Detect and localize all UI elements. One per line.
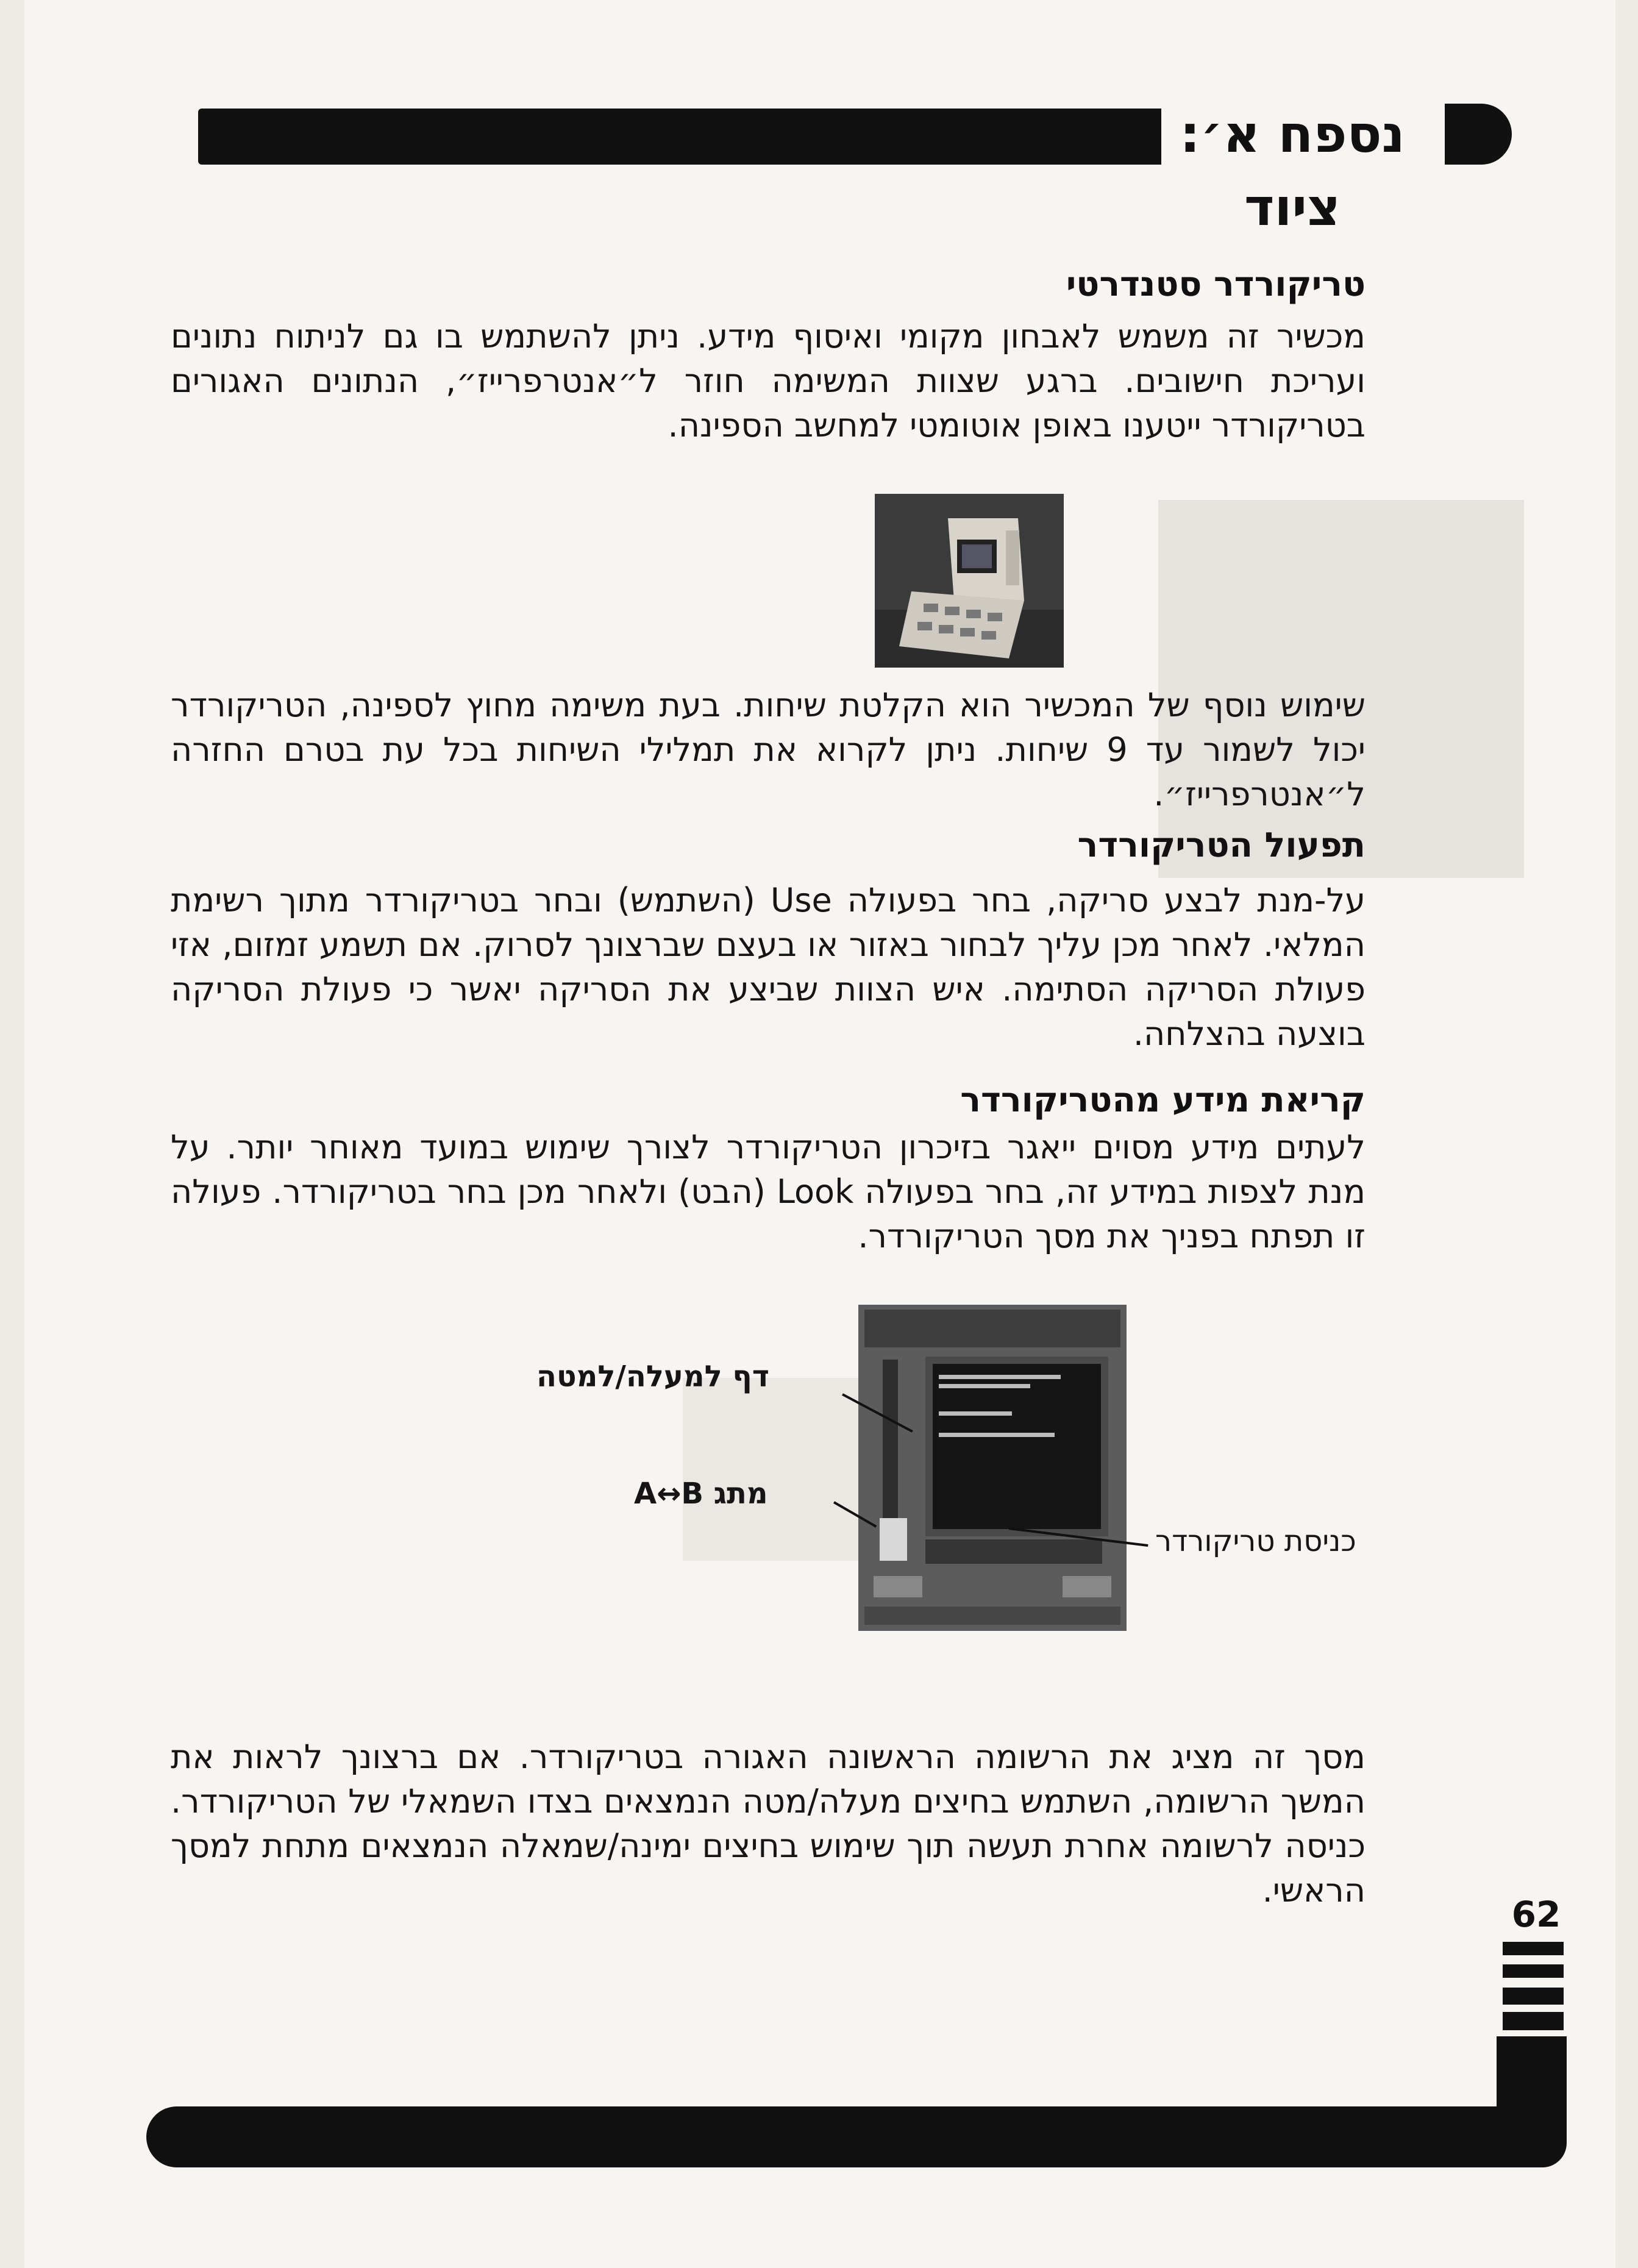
page-title: נספח א׳: ציוד (1180, 104, 1405, 237)
callout-tricorder-entry: כניסת טריקורדר (1155, 1524, 1356, 1558)
footer-stripe-1 (1503, 1942, 1564, 1955)
paragraph-tricorder-intro: מכשיר זה משמש לאבחון מקומי ואיסוף מידע. ניתן להשתמש בו גם לניתוח נתונים ועריכת חישובים. ברגע שצוות המשימה חוזר ל״אנטרפרייז״, הנתונים האגורים בטריקורדר ייטענו באופן אוטומטי למחשב הספינה. (171, 317, 1366, 444)
footer-stripe-4 (1503, 2012, 1564, 2030)
header-bar (198, 109, 1161, 165)
footer-stripe-3 (1503, 1988, 1564, 2005)
paragraph-recording: שימוש נוסף של המכשיר הוא הקלטת שיחות. בעת משימה מחוץ לספינה, הטריקורדר יכול לשמור עד 9 שיחות. ניתן לקרוא את תמלילי השיחות בכל עת בטרם החזרה ל״אנטרפרייז״. (171, 686, 1366, 813)
paragraph-operation: על-מנת לבצע סריקה, בחר בפעולה Use (השתמש) ובחר בטריקורדר מתוך רשימת המלאי. לאחר מכן עליך לבחור באזור או בעצם שברצונך לסרוק. אם תשמע זמזום, אזי פעולת הסריקה הסתימה. איש הצוות שביצע את הסריקה יאשר כי פעולת הסריקה בוצעה בהצלחה. (171, 881, 1366, 1053)
heading-reading: קריאת מידע מהטריקורדר (960, 1080, 1366, 1120)
heading-standard-tricorder: טריקורדר סטנדרטי (1066, 265, 1366, 304)
page-number: 62 (1511, 1894, 1561, 1935)
manual-page (24, 0, 1615, 2268)
tricorder-photo (875, 494, 1064, 668)
callout-switch: מתג A↔B (634, 1477, 768, 1511)
header-bar-cap (1445, 104, 1512, 165)
tricorder-screen-icon (858, 1305, 1127, 1631)
footer-stripe-2 (1503, 1964, 1564, 1978)
callout-page-up-down: דף למעלה/למטה (536, 1360, 769, 1394)
footer-bar (146, 2106, 1506, 2167)
tricorder-screen-image (858, 1305, 1127, 1631)
heading-operation: תפעול הטריקורדר (1077, 826, 1366, 865)
paragraph-screen-description: מסך זה מציג את הרשומה הראשונה האגורה בטריקורדר. אם ברצונך לראות את המשך הרשומה, השתמש בחיצים מעלה/מטה הנמצאים בצדו השמאלי של הטריקורדר. כניסה לרשומה אחרת תעשה תוך שימוש בחיצים ימינה/שמאלה הנמצאים מתחת למסך הראשי. (171, 1738, 1366, 1910)
tricorder-device-icon (875, 494, 1064, 668)
footer-hook (1497, 2036, 1567, 2167)
paragraph-reading: לעתים מידע מסוים ייאגר בזיכרון הטריקורדר לצורך שימוש במועד מאוחר יותר. על מנת לצפות במידע זה, בחר בפעולה Look (הבט) ולאחר מכן בחר בטריקורדר. פעולה זו תפתח בפניך את מסך הטריקורדר. (171, 1128, 1366, 1255)
